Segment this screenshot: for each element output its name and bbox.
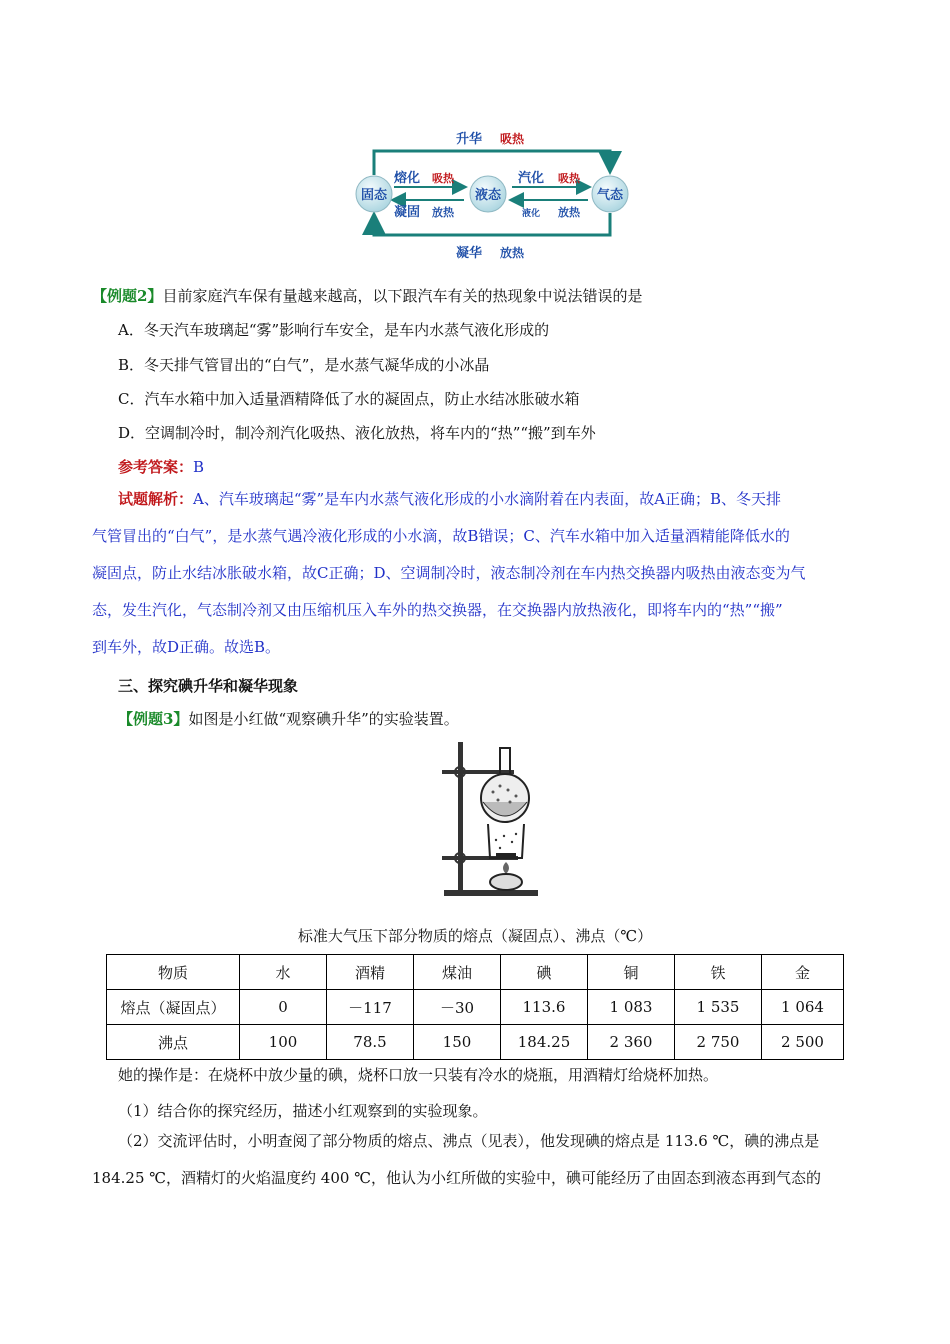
table-cell: 1 535	[675, 990, 762, 1025]
freezing-label: 凝固	[394, 205, 421, 220]
table-cell: 沸点	[107, 1025, 240, 1060]
table-cell: 熔点（凝固点）	[107, 990, 240, 1025]
table-cell: 0	[240, 990, 327, 1025]
table-header-cell: 铜	[588, 955, 675, 990]
table-cell: 1 064	[762, 990, 844, 1025]
table-cell: 78.5	[327, 1025, 414, 1060]
operation-text: 她的操作是：在烧杯中放少量的碘，烧杯口放一只装有冷水的烧瓶，用酒精灯给烧杯加热。	[118, 1066, 719, 1084]
table-header-cell: 煤油	[414, 955, 501, 990]
deposition-label: 凝华	[456, 246, 483, 261]
table-cell: 113.6	[501, 990, 588, 1025]
table-cell: 2 750	[675, 1025, 762, 1060]
gas-label: 气态	[596, 188, 624, 203]
answer-line	[118, 457, 898, 477]
iodine-sublimation-apparatus-image	[438, 740, 546, 902]
analysis-line-1-text: A、汽车玻璃起“雾”是车内水蒸气液化形成的小水滴附着在内表面，故A正确；B、冬天排	[193, 490, 782, 508]
option-a: A．冬天汽车玻璃起“雾”影响行车安全，是车内水蒸气液化形成的	[118, 321, 550, 339]
answer-value: B	[193, 458, 205, 476]
example2-question-text: 目前家庭汽车保有量越来越高，以下跟汽车有关的热现象中说法错误的是	[162, 287, 643, 305]
liquefaction-heat: 放热	[558, 206, 580, 219]
table-cell: －117	[327, 990, 414, 1025]
section3-heading: 三、探究碘升华和凝华现象	[118, 677, 299, 695]
solid-label: 固态	[360, 188, 388, 203]
table-header-cell: 铁	[675, 955, 762, 990]
melting-label: 熔化	[394, 171, 421, 186]
example2-question	[92, 286, 872, 306]
table-row	[107, 990, 844, 1025]
table-header-cell: 酒精	[327, 955, 414, 990]
table-cell: －30	[414, 990, 501, 1025]
deposition-heat: 放热	[500, 246, 525, 260]
analysis-line-4: 态，发生汽化，气态制冷剂又由压缩机压入车外的热交换器，在交换器内放热液化，即将车内的“热”“搬”	[92, 601, 783, 619]
option-d: D．空调制冷时，制冷剂汽化吸热、液化放热，将车内的“热”“搬”到车外	[118, 424, 596, 442]
table-cell: 2 500	[762, 1025, 844, 1060]
table-header-cell: 碘	[501, 955, 588, 990]
melting-boiling-table	[106, 954, 844, 1060]
answer-label: 参考答案：	[118, 458, 194, 476]
table-header-row	[107, 955, 844, 990]
vaporization-label: 汽化	[518, 171, 545, 186]
option-b: B．冬天排气管冒出的“白气”，是水蒸气凝华成的小冰晶	[118, 356, 490, 374]
sublimation-heat: 吸热	[500, 132, 525, 146]
analysis-line-3: 凝固点，防止水结冰胀破水箱，故C正确；D、空调制冷时，液态制冷剂在车内热交换器内吸热由液态变为气	[92, 564, 806, 582]
liquid-label: 液态	[474, 188, 502, 203]
analysis-line-2: 气管冒出的“白气”，是水蒸气遇冷液化形成的小水滴，故B错误；C、汽车水箱中加入适量酒精能降低水的	[92, 527, 790, 545]
freezing-heat: 放热	[432, 206, 454, 219]
analysis-line-5: 到车外，故D正确。故选B。	[92, 638, 281, 656]
liquefaction-label: 液化	[522, 209, 541, 219]
table-cell: 1 083	[588, 990, 675, 1025]
table-header-cell: 水	[240, 955, 327, 990]
melting-heat: 吸热	[432, 172, 454, 185]
table-cell: 2 360	[588, 1025, 675, 1060]
table-cell: 150	[414, 1025, 501, 1060]
question-2-line-1: （2）交流评估时，小明查阅了部分物质的熔点、沸点（见表），他发现碘的熔点是 113.6 ℃，碘的沸点是	[118, 1132, 820, 1150]
table-header-cell: 物质	[107, 955, 240, 990]
example3-question-text: 如图是小红做“观察碘升华”的实验装置。	[188, 710, 459, 728]
example2-tag: 【例题2】	[92, 287, 163, 305]
phase-change-diagram	[352, 125, 632, 263]
sublimation-label: 升华	[456, 132, 483, 147]
example3-tag: 【例题3】	[118, 710, 189, 728]
table-caption: 标准大气压下部分物质的熔点（凝固点）、沸点（℃）	[297, 927, 653, 945]
table-row	[107, 1025, 844, 1060]
analysis-label: 试题解析：	[118, 490, 194, 508]
analysis-line-1	[92, 481, 872, 518]
question-2-line-2: 184.25 ℃，酒精灯的火焰温度约 400 ℃，他认为小红所做的实验中，碘可能经历了由固态到液态再到气态的	[92, 1169, 821, 1187]
option-c: C．汽车水箱中加入适量酒精降低了水的凝固点，防止水结冰胀破水箱	[118, 390, 580, 408]
table-cell: 100	[240, 1025, 327, 1060]
table-header-cell: 金	[762, 955, 844, 990]
analysis-block	[92, 481, 872, 666]
table-cell: 184.25	[501, 1025, 588, 1060]
vaporization-heat: 吸热	[558, 172, 580, 185]
example3-question	[118, 709, 898, 729]
question-1: （1）结合你的探究经历，描述小红观察到的实验现象。	[118, 1102, 488, 1120]
